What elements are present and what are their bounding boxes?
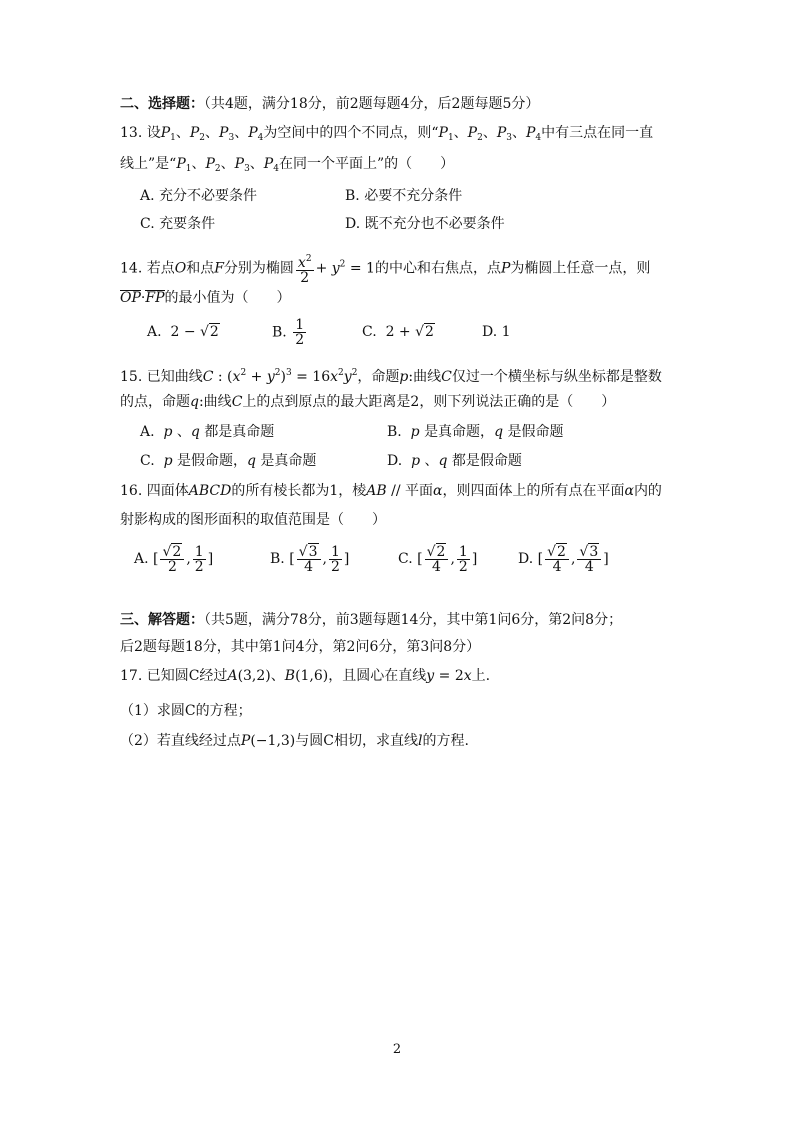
- q16-number: 16.: [120, 483, 143, 499]
- q17-line1: 17. 已知圆C经过A(3,2)、B(1,6)，且圆心在直线y = 2x上.: [120, 668, 491, 684]
- option-label: C.: [362, 324, 377, 340]
- q17-text: 上.: [471, 668, 491, 684]
- q13-option-a[interactable]: A. 充分不必要条件: [140, 188, 258, 204]
- q15-number: 15.: [120, 369, 143, 385]
- q17-text: （2）若直线经过点: [120, 733, 241, 749]
- page-number: 2: [392, 1042, 402, 1057]
- q17-text: 与圆C相切，求直线: [295, 733, 418, 749]
- q14-text: 的中心和右焦点，点: [374, 260, 501, 277]
- q16-line2: 射影构成的图形面积的取值范围是（ ）: [120, 512, 386, 528]
- q13-option-b[interactable]: B. 必要不充分条件: [345, 188, 463, 204]
- q15-text: 的点，命题: [120, 394, 190, 410]
- q15-text: 仅过一个横坐标与纵坐标都是整数: [451, 369, 662, 385]
- q15-text: :曲线: [408, 369, 442, 385]
- q14-line1: 14. 若点O和点F分别为椭圆 $\frac{x^2}{2}$ + $y^2 = 1$的中心和右焦点，点P为椭圆上任意一点，则: [120, 254, 651, 286]
- q13-text: 线上”是“: [120, 156, 177, 172]
- section3-heading: 三、解答题：: [120, 612, 204, 628]
- q17-text: 已知圆C经过: [146, 668, 228, 684]
- q17-text: 的方程.: [422, 733, 469, 749]
- q15-text: :曲线: [198, 394, 232, 410]
- q17-number: 17.: [120, 668, 143, 684]
- q13-option-c[interactable]: C. 充要条件: [140, 216, 216, 232]
- q16-option-b[interactable]: B. [ $\frac{√3}{4}$ , $\frac{1}{2}$ ]: [270, 543, 350, 575]
- q16-option-a[interactable]: A. [ $\frac{√2}{2}$ , $\frac{1}{2}$ ]: [134, 543, 214, 575]
- q14-line2: OP·FP的最小值为（ ）: [120, 290, 291, 306]
- q13-line1: 13. 设$P_1$、$P_2$、$P_3$、$P_4$为空间中的四个不同点，则“$P_1$、$P_2$、$P_3$、$P_4$中有三点在同一直: [120, 125, 654, 143]
- section3-note2: 后2题每题18分，其中第1问4分，第2问6分，第3问8分）: [120, 639, 481, 655]
- q16-option-d[interactable]: D. [ $\frac{√2}{4}$ , $\frac{√3}{4}$ ]: [518, 543, 609, 575]
- q13-option-d[interactable]: D. 既不充分也不必要条件: [345, 216, 505, 232]
- q14-option-c[interactable]: C. 2 + √2: [362, 324, 434, 340]
- q14-option-b[interactable]: B. $\frac{1}{2}$: [272, 317, 305, 348]
- q16-text: 内的: [633, 483, 662, 499]
- q14-option-a[interactable]: A. 2 − √2: [147, 324, 219, 340]
- q16-option-c[interactable]: C. [ $\frac{√2}{4}$ , $\frac{1}{2}$ ]: [398, 543, 478, 575]
- option-label: B.: [272, 324, 287, 341]
- section2-heading: 二、选择题：: [120, 96, 204, 112]
- section2-header: [120, 94, 539, 114]
- q17-part2: （2）若直线经过点P(−1,3)与圆C相切，求直线l的方程.: [120, 733, 469, 749]
- q16-text: ，则四面体上的所有点在平面: [442, 483, 625, 499]
- q15-option-a[interactable]: A. p 、q 都是真命题: [140, 424, 275, 440]
- q14-text: 若点: [146, 260, 175, 277]
- q15-option-d[interactable]: D. p 、q 都是假命题: [387, 453, 522, 469]
- q17-text: 、: [270, 668, 285, 684]
- section2-note: （共4题，满分18分，前2题每题4分，后2题每题5分）: [204, 96, 540, 112]
- option-text: 是真命题: [260, 453, 317, 469]
- q16-text: 四面体: [146, 483, 189, 499]
- q17-text: ，且圆心在直线: [328, 668, 427, 684]
- q15-text: 已知曲线: [146, 369, 203, 385]
- q13-text: 在同一个平面上”的（ ）: [278, 156, 455, 172]
- q13-line2: 线上”是“$P_1$、$P_2$、$P_3$、$P_4$在同一个平面上”的（ ）: [120, 156, 455, 174]
- q14-option-d[interactable]: D. 1: [482, 324, 511, 340]
- q15-line2: 的点，命题q:曲线C上的点到原点的最大距离是2，则下列说法正确的是（ ）: [120, 394, 616, 410]
- option-label: D.: [518, 551, 534, 567]
- option-text: 是假命题: [507, 424, 564, 440]
- ellipse-fraction: $\frac{x^2}{2}$: [297, 254, 312, 286]
- section3-note1: （共5题，满分78分，前3题每题14分，其中第1问6分，第2问8分；: [204, 612, 623, 628]
- q13-text: 中有三点在同一直: [541, 125, 654, 141]
- option-label: A.: [134, 551, 149, 567]
- option-label: B.: [270, 551, 285, 567]
- option-label: A.: [147, 324, 162, 340]
- section3-header: [120, 610, 622, 630]
- q17-part1: （1）求圆C的方程；: [120, 703, 252, 719]
- q15-option-b[interactable]: B. p 是真命题，q 是假命题: [387, 424, 564, 440]
- q16-text: 的所有棱长都为1，棱: [231, 483, 367, 499]
- q15-line1: 15. 已知曲线C : $(x^2 + y^2)^3 = 16x^2y^2$，命题p:曲线C仅过一个横坐标与纵坐标都是整数: [120, 368, 662, 385]
- vector-fp: FP: [145, 290, 165, 306]
- vector-op: OP: [120, 290, 141, 306]
- q15-text: ，命题: [357, 369, 400, 385]
- option-text: 都是假命题: [451, 453, 522, 469]
- option-label: C.: [398, 551, 413, 567]
- q13-number: 13.: [120, 125, 143, 141]
- q14-text: 为椭圆上任意一点，则: [510, 260, 651, 277]
- q13-text: 为空间中的四个不同点，则“: [263, 125, 439, 141]
- q14-number: 14.: [120, 260, 143, 277]
- q15-text: 上的点到原点的最大距离是2，则下列说法正确的是（ ）: [242, 394, 616, 410]
- q16-text: 平面: [405, 483, 433, 499]
- q15-option-c[interactable]: C. p 是假命题，q 是真命题: [140, 453, 317, 469]
- q14-text: 和点: [186, 260, 215, 277]
- q16-line1: 16. 四面体ABCD的所有棱长都为1，棱AB // 平面α，则四面体上的所有点在平面α内的: [120, 483, 662, 499]
- option-text: 是假命题，: [177, 453, 247, 469]
- option-text: 是真命题，: [424, 424, 495, 440]
- q14-text: 分别为椭圆: [223, 260, 294, 277]
- option-text: 都是真命题: [204, 424, 275, 440]
- q14-text: 的最小值为（ ）: [164, 290, 291, 306]
- q13-text: 设: [146, 125, 161, 141]
